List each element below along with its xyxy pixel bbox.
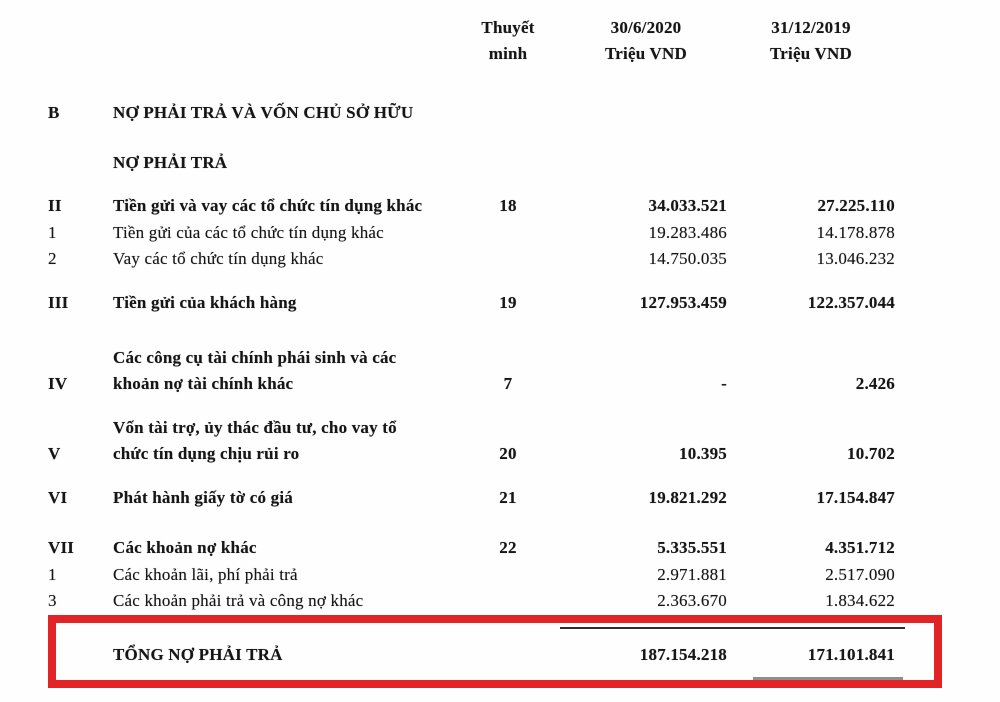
row-label: [113, 588, 473, 614]
row-label-line: Các khoản phải trả và công nợ khác: [113, 591, 364, 610]
row-label: [113, 415, 473, 467]
row-value-2: 17.154.847: [816, 488, 895, 507]
row-label: [113, 535, 473, 561]
row-label-line: Vay các tổ chức tín dụng khác: [113, 249, 324, 268]
column-header-period-2: [727, 15, 895, 67]
row-label: [113, 150, 473, 176]
row-label: [113, 290, 473, 316]
row-label: [113, 485, 473, 511]
table-row: [0, 100, 1000, 126]
row-index: II: [48, 196, 62, 215]
column-header-notes: Thuyết minh: [481, 18, 535, 63]
table-row: [0, 246, 1000, 272]
row-label-line: Các khoản nợ khác: [113, 538, 257, 557]
period-1-date: 30/6/2020: [610, 18, 682, 37]
row-value-1: -: [721, 374, 727, 393]
row-label-line: khoản nợ tài chính khác: [113, 374, 294, 393]
row-label-line: NỢ PHẢI TRẢ VÀ VỐN CHỦ SỞ HỮU: [113, 103, 414, 122]
row-value-1: 34.033.521: [648, 196, 727, 215]
row-label-line: Tiền gửi của các tổ chức tín dụng khác: [113, 223, 384, 242]
row-value-1: 14.750.035: [648, 249, 727, 268]
row-label: [113, 220, 473, 246]
table-row: [0, 220, 1000, 246]
total-label-line: TỔNG NỢ PHẢI TRẢ: [113, 645, 283, 664]
row-note: 7: [503, 374, 513, 393]
row-label-line: Tiền gửi của khách hàng: [113, 293, 297, 312]
table-row: [0, 345, 1000, 397]
row-label-line: Các công cụ tài chính phái sinh và các: [113, 348, 397, 367]
row-label-line: Phát hành giấy tờ có giá: [113, 488, 293, 507]
period-2-date: 31/12/2019: [771, 18, 851, 37]
row-index: 1: [48, 565, 57, 584]
row-label: [113, 246, 473, 272]
row-label-line: Các khoản lãi, phí phải trả: [113, 565, 298, 584]
table-row: [0, 290, 1000, 316]
table-row: [0, 150, 1000, 176]
row-value-1: 127.953.459: [639, 293, 727, 312]
table-row: [0, 562, 1000, 588]
row-label-line: Vốn tài trợ, ủy thác đầu tư, cho vay tổ: [113, 418, 397, 437]
row-index: 3: [48, 591, 57, 610]
row-index: B: [48, 103, 60, 122]
row-value-1: 2.363.670: [657, 591, 727, 610]
row-value-2: 13.046.232: [816, 249, 895, 268]
row-index: III: [48, 293, 69, 312]
row-value-2: 27.225.110: [817, 196, 895, 215]
row-index: VI: [48, 488, 68, 507]
period-2-unit: Triệu VND: [770, 44, 852, 63]
row-note: 22: [499, 538, 517, 557]
total-value-2: 171.101.841: [807, 645, 895, 664]
row-label: [113, 100, 473, 126]
row-note: 19: [499, 293, 517, 312]
row-label: [113, 345, 473, 397]
row-value-2: 14.178.878: [816, 223, 895, 242]
row-label: [113, 193, 473, 219]
table-row: [0, 193, 1000, 219]
highlight-box: [48, 615, 942, 688]
row-value-1: 2.971.881: [657, 565, 727, 584]
row-value-2: 2.426: [855, 374, 895, 393]
row-note: 21: [499, 488, 517, 507]
period-1-unit: Triệu VND: [605, 44, 687, 63]
row-value-2: 1.834.622: [825, 591, 895, 610]
table-row: [0, 415, 1000, 467]
row-index: IV: [48, 374, 68, 393]
row-value-2: 122.357.044: [807, 293, 895, 312]
row-index: VII: [48, 538, 75, 557]
row-label-line: chức tín dụng chịu rủi ro: [113, 444, 300, 463]
table-row: [0, 485, 1000, 511]
column-headers: [0, 15, 1000, 67]
row-label-line: Tiền gửi và vay các tổ chức tín dụng khác: [113, 196, 423, 215]
row-value-1: 10.395: [679, 444, 727, 463]
row-index: V: [48, 444, 61, 463]
row-note: 18: [499, 196, 517, 215]
table-row: [0, 535, 1000, 561]
row-note: 20: [499, 444, 517, 463]
row-label: [113, 562, 473, 588]
row-index: 2: [48, 249, 57, 268]
row-index: 1: [48, 223, 57, 242]
row-value-2: 10.702: [847, 444, 895, 463]
row-label-line: NỢ PHẢI TRẢ: [113, 153, 228, 172]
row-value-1: 19.821.292: [648, 488, 727, 507]
column-header-period-1: [543, 15, 727, 67]
row-value-2: 4.351.712: [825, 538, 895, 557]
row-value-1: 5.335.551: [657, 538, 727, 557]
row-value-1: 19.283.486: [648, 223, 727, 242]
total-value-1: 187.154.218: [639, 645, 727, 664]
table-row: [0, 588, 1000, 614]
row-value-2: 2.517.090: [825, 565, 895, 584]
